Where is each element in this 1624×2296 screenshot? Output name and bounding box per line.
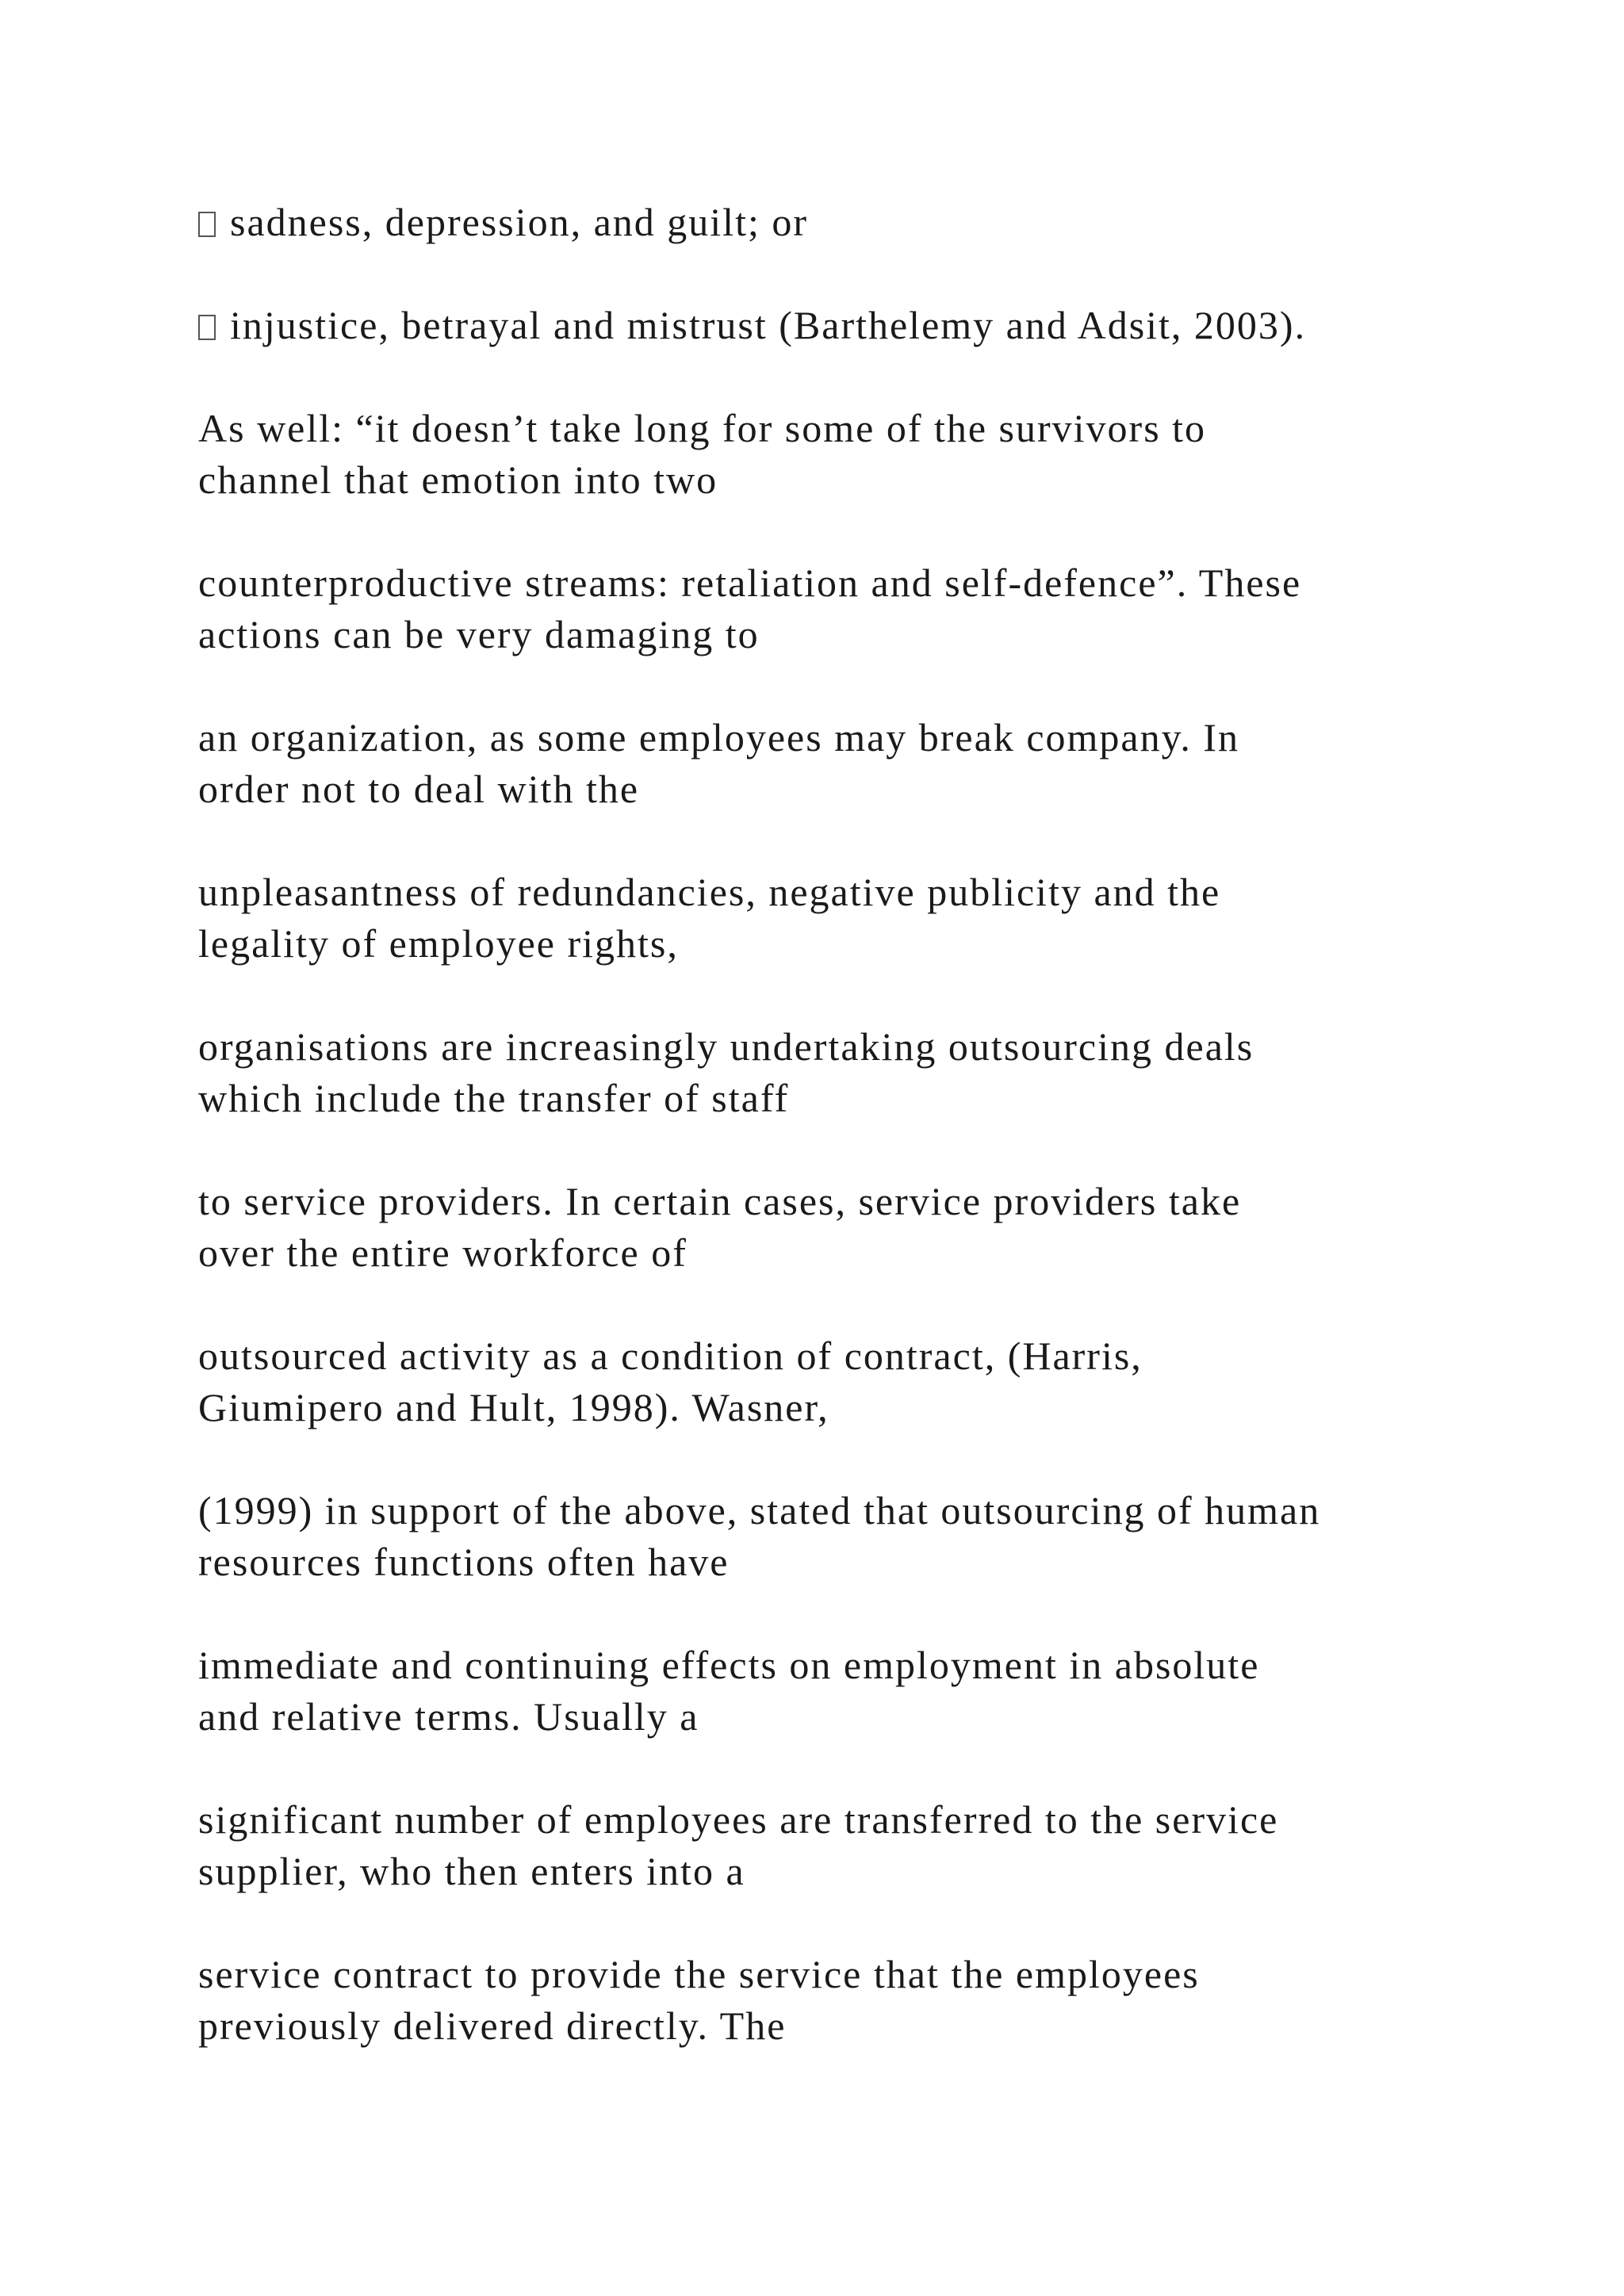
- paragraph: [198, 1640, 1499, 1743]
- paragraph-line: outsourced activity as a condition of contract, (Harris,: [198, 1334, 1143, 1378]
- paragraph-line: legality of employee rights,: [198, 921, 679, 966]
- paragraph-line: order not to deal with the: [198, 767, 640, 811]
- paragraph-line: organisations are increasingly undertaking outsourcing deals: [198, 1024, 1254, 1069]
- paragraph-line: Giumipero and Hult, 1998). Wasner,: [198, 1385, 829, 1429]
- document-body: [198, 197, 1499, 2103]
- paragraph-line: and relative terms. Usually a: [198, 1694, 699, 1739]
- paragraph-line: supplier, who then enters into a: [198, 1849, 745, 1893]
- paragraph-line: counterproductive streams: retaliation and self-defence”. These: [198, 561, 1302, 605]
- paragraph-line: service contract to provide the service that the employees: [198, 1952, 1200, 1996]
- paragraph: [198, 1021, 1499, 1124]
- paragraph: [198, 1330, 1499, 1433]
- bullet-item: sadness, depression, and guilt; or: [198, 197, 1499, 248]
- paragraph: [198, 557, 1499, 660]
- paragraph: [198, 1485, 1499, 1588]
- paragraph-line: As well: “it doesn’t take long for some of the survivors to: [198, 406, 1207, 450]
- paragraph-line: immediate and continuing effects on employment in absolute: [198, 1643, 1260, 1687]
- paragraph-line: previously delivered directly. The: [198, 2003, 787, 2048]
- paragraph-line: which include the transfer of staff: [198, 1076, 790, 1120]
- paragraph: [198, 867, 1499, 970]
- paragraph: [198, 1176, 1499, 1279]
- paragraph-line: actions can be very damaging to: [198, 612, 760, 656]
- paragraph: [198, 1949, 1499, 2052]
- paragraph-line: significant number of employees are transferred to the service: [198, 1797, 1279, 1842]
- paragraph: [198, 403, 1499, 506]
- bullet-item: injustice, betrayal and mistrust (Barthelemy and Adsit, 2003).: [198, 300, 1499, 351]
- bullet-box-icon: [198, 315, 216, 340]
- paragraph-line: to service providers. In certain cases, service providers take: [198, 1179, 1242, 1223]
- bullet-box-icon: [198, 212, 216, 237]
- paragraph-line: resources functions often have: [198, 1540, 730, 1584]
- paragraph-line: unpleasantness of redundancies, negative publicity and the: [198, 870, 1221, 914]
- paragraph-line: an organization, as some employees may break company. In: [198, 715, 1240, 760]
- paragraph-line: over the entire workforce of: [198, 1230, 688, 1275]
- paragraph: [198, 712, 1499, 815]
- paragraph-line: channel that emotion into two: [198, 457, 718, 502]
- paragraph: [198, 1794, 1499, 1897]
- paragraph-line: (1999) in support of the above, stated that outsourcing of human: [198, 1488, 1321, 1533]
